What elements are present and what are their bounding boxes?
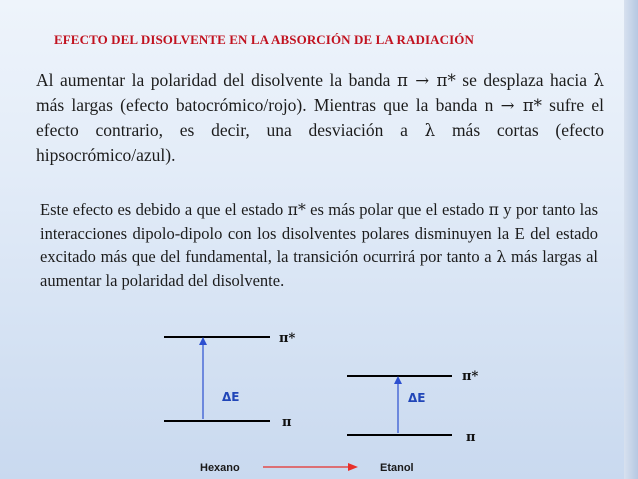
paragraph-explanation: Este efecto es debido a que el estado π* es más polar que el estado π y por tanto las interacciones dipolo-dipolo con los disolventes polares disminuyen la E del estado excitado más que del fundamental, la transición ocurrirá por tanto a λ más largas al aumentar la polaridad del disolvente.: [40, 200, 598, 290]
solvent-hexano-label: Hexano: [200, 462, 240, 474]
hexano-upper-label: π*: [279, 331, 296, 346]
solvent-etanol-label: Etanol: [380, 462, 414, 474]
etanol-arrowhead: [394, 376, 402, 384]
solvent-arrowhead: [348, 463, 358, 471]
etanol-energy-label: ΔE: [408, 391, 426, 405]
etanol-upper-label: π*: [462, 369, 479, 384]
hexano-arrowhead: [199, 337, 207, 345]
paragraph-polarity-effect: Al aumentar la polaridad del disolvente la banda π → π* se desplaza hacia λ más largas (efecto batocrómico/rojo). Mientras que la banda n → π* sufre el efecto contrario, es decir, una desviación a λ más cortas (efecto hipsocrómico/azul).: [36, 70, 604, 165]
hexano-energy-label: ΔE: [222, 390, 240, 404]
slide-title: EFECTO DEL DISOLVENTE EN LA ABSORCIÓN DE LA RADIACIÓN: [54, 32, 474, 47]
etanol-lower-label: π: [466, 430, 476, 445]
hexano-lower-label: π: [282, 415, 292, 430]
